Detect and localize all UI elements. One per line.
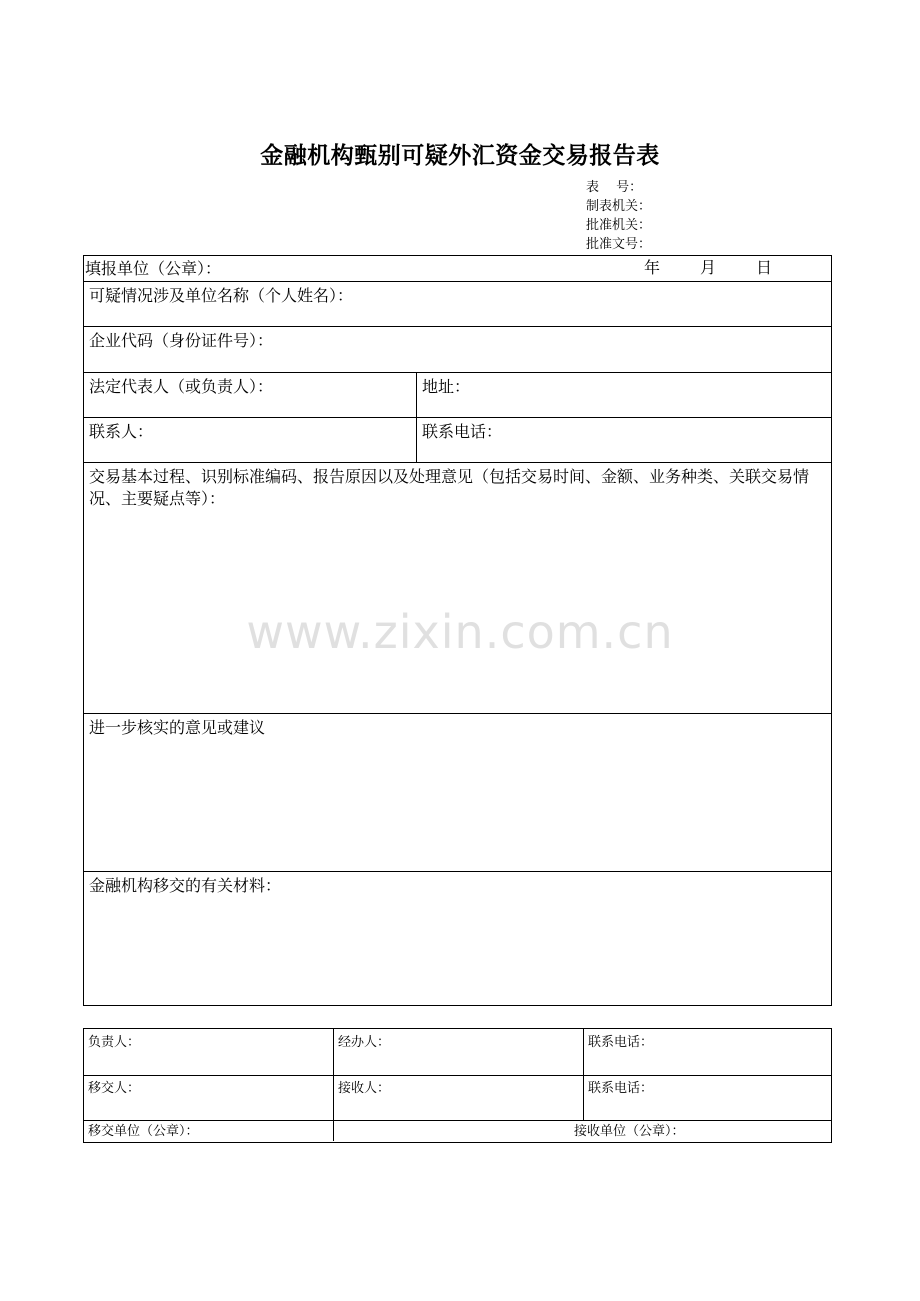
receiving-unit-label: 接收单位（公章）： [574, 1124, 685, 1139]
issuing-authority-label: 制表机关： [586, 199, 652, 214]
receiver-label: 接收人： [338, 1081, 391, 1096]
verification-row [84, 713, 831, 871]
receiver-field[interactable] [333, 1076, 583, 1120]
enterprise-code-row [84, 326, 831, 372]
transaction-detail-field[interactable] [84, 463, 831, 713]
legal-rep-row [84, 372, 831, 417]
contact-phone-label: 联系电话： [422, 422, 503, 441]
address-label: 地址： [422, 377, 471, 396]
approval-number-label: 批准文号： [586, 237, 652, 252]
reporting-unit-row [84, 256, 831, 281]
contact-label: 联系人： [89, 422, 154, 441]
transaction-detail-row [84, 462, 831, 713]
reporting-unit-field[interactable] [84, 256, 831, 281]
signoff-row-1 [84, 1029, 831, 1075]
contact-row [84, 417, 831, 462]
phone-field-1[interactable] [583, 1029, 830, 1075]
transferor-label: 移交人： [88, 1081, 141, 1096]
transaction-detail-label: 交易基本过程、识别标准编码、报告原因以及处理意见（包括交易时间、金额、业务种类、关联交易情况、主要疑点等）： [89, 467, 810, 508]
handler-label: 经办人： [338, 1035, 391, 1050]
responsible-person-field[interactable] [84, 1029, 333, 1075]
form-number-label: 表 号： [586, 180, 643, 195]
materials-label: 金融机构移交的有关材料： [89, 876, 282, 895]
verification-label: 进一步核实的意见或建议 [89, 718, 266, 737]
date-day-label: 日 [756, 258, 773, 277]
date-year-label: 年 [644, 258, 661, 277]
verification-field[interactable] [84, 714, 831, 871]
address-field[interactable] [416, 373, 830, 417]
materials-field[interactable] [84, 872, 831, 1004]
materials-row [84, 871, 831, 1004]
transfer-unit-label: 移交单位（公章）： [88, 1124, 199, 1139]
receiving-unit-field[interactable] [333, 1121, 830, 1141]
suspect-name-row [84, 281, 831, 326]
legal-rep-label: 法定代表人（或负责人）： [89, 377, 274, 396]
phone-field-2[interactable] [583, 1076, 830, 1120]
page-title: 金融机构甄别可疑外汇资金交易报告表 [260, 143, 660, 169]
contact-phone-field[interactable] [416, 418, 830, 462]
reporting-unit-label: 填报单位（公章）： [85, 259, 222, 278]
form-meta [586, 178, 651, 254]
enterprise-code-label: 企业代码（身份证件号）： [89, 331, 274, 350]
handler-field[interactable] [333, 1029, 583, 1075]
approving-authority-label: 批准机关： [586, 218, 652, 233]
signoff-table [83, 1028, 832, 1143]
transfer-unit-field[interactable] [84, 1121, 333, 1141]
legal-rep-field[interactable] [84, 373, 416, 417]
transferor-field[interactable] [84, 1076, 333, 1120]
phone-label-1: 联系电话： [588, 1035, 654, 1050]
contact-field[interactable] [84, 418, 416, 462]
watermark: www.zixin.com.cn [246, 605, 674, 659]
signoff-row-3 [84, 1120, 831, 1141]
enterprise-code-field[interactable] [84, 327, 831, 372]
suspect-name-field[interactable] [84, 282, 831, 326]
responsible-person-label: 负责人： [88, 1035, 141, 1050]
phone-label-2: 联系电话： [588, 1081, 654, 1096]
signoff-row-2 [84, 1075, 831, 1120]
suspect-name-label: 可疑情况涉及单位名称（个人姓名）： [89, 286, 354, 305]
date-month-label: 月 [700, 258, 717, 277]
